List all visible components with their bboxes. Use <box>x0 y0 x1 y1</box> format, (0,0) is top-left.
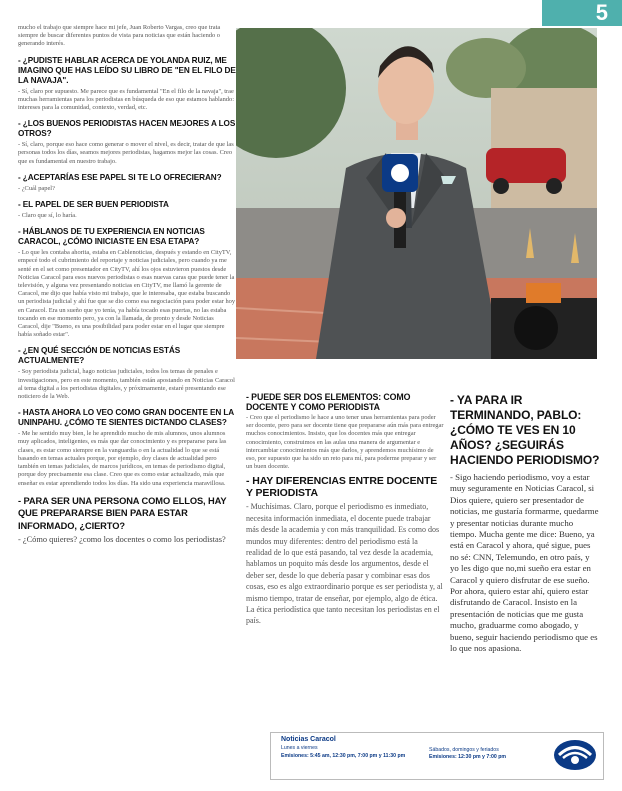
schedule-title: Noticias Caracol <box>281 736 336 743</box>
weekend-label <box>429 747 499 753</box>
answer: - ¿Cómo quieres? ¿como los docentes o como los periodistas? <box>18 535 226 545</box>
weekend-times: Emisiones: 12:30 pm y 7:00 pm <box>429 754 506 760</box>
paragraph: mucho el trabajo que siempre hace mi jefe, Juan Roberto Vargas, creo que trata siempre de buscar diferentes puntos de vista para noticias que están haciendo o generando interés. <box>18 24 221 48</box>
question-heading: - PUEDE SER DOS ELEMENTOS: COMO DOCENTE Y COMO PERIODISTA <box>246 392 411 412</box>
reporter-illustration <box>236 28 597 359</box>
question-heading: - ¿EN QUÉ SECCIÓN DE NOTICIAS ESTÁS ACTUALMENTE? <box>18 346 181 366</box>
answer: - Me he sentido muy bien, le he aprendido mucho de mis alumnos, unos alumnos muy aplicados, inteligentes, es más que dar conocimiento y es prepararse para las clases, es estar como siempre en la vanguardia o en la actualidad lo que se está basando en temas actuales porque, por ejemplo, doy clases de actualidad pero también en temas judiciales, de marcos jurídicos, en temas de periodismo digital, porque doy precisamente esa clase. Creo que es como estar actualizado, más que enseñar es estar aprendiendo todos los días. Ha sido una experiencia maravillosa. <box>18 430 227 487</box>
question-heading: - ¿PUDISTE HABLAR ACERCA DE YOLANDA RUIZ, ME IMAGINO QUE HAS LEÍDO SU LIBRO DE "EN EL FILO DE LA NAVAJA". <box>18 55 236 85</box>
caracol-logo-icon <box>553 738 597 772</box>
reporter-photo <box>236 28 597 359</box>
broadcast-schedule-box <box>270 732 604 780</box>
question-heading: - HÁBLANOS DE TU EXPERIENCIA EN NOTICIAS CARACOL, ¿CÓMO INICIASTE EN ESA ETAPA? <box>18 227 205 247</box>
middle-column <box>246 392 444 630</box>
question-heading: - HAY DIFERENCIAS ENTRE DOCENTE Y PERIODISTA <box>246 475 438 500</box>
weekend-label-text: Sábados, domingos y feriados <box>429 747 499 753</box>
weekday-label-text: Lunes a viernes <box>281 745 318 751</box>
question-heading: - EL PAPEL DE SER BUEN PERIODISTA <box>18 200 169 210</box>
page-number: 5 <box>542 0 622 26</box>
weekday-times: Emisiones: 5:45 am, 12:30 pm, 7:00 pm y 11:30 pm <box>281 753 406 759</box>
answer: - Creo que el periodismo le hace a uno tener unas herramientas para poder ser docente, pero para ser docente tiene que prepararse aún más para entregar muchos conocimientos. Insisto, que los docentes más que entregar conocimiento, construimos en las aulas una manera de argumentar e intercambiar conocimientos más que darlos, y aprendemos muchísimo de eso, por supuesto que ha sido un reto para mí, para poderme preparar y ser un buen docente. <box>246 414 444 471</box>
question-heading: - ¿ACEPTARÍAS ESE PAPEL SI TE LO OFRECIERAN? <box>18 172 222 182</box>
left-column <box>18 24 236 550</box>
question-heading: - YA PARA IR TERMINANDO, PABLO: ¿CÓMO TE VES EN 10 AÑOS? ¿SEGUIRÁS HACIENDO PERIODISMO? <box>450 393 600 467</box>
question-heading: - PARA SER UNA PERSONA COMO ELLOS, HAY QUE PREPARARSE BIEN PARA ESTAR INFORMADO, ¿CIERTO? <box>18 495 227 531</box>
question-heading: - ¿LOS BUENOS PERIODISTAS HACEN MEJORES A LOS OTROS? <box>18 119 236 139</box>
answer: - Sí, claro por supuesto. Me parece que es fundamental "En el filo de la navaja", trae muchas herramientas para los periodistas en búsqueda de eso que estamos hablando: intereses para la comunidad, contexto, verdad, etc. <box>18 87 234 112</box>
answer: - Sí, claro, porque eso hace como generar o mover el nivel, es decir, tratar de que las personas todos los días, seamos mejores periodistas, hagamos mejor las cosas. Creo que es fundamental en nuestro trabajo. <box>18 141 234 165</box>
weekday-label <box>281 745 318 751</box>
right-column <box>450 393 600 658</box>
question-heading: - HASTA AHORA LO VEO COMO GRAN DOCENTE EN LA UNINPAHU. ¿CÓMO TE SIENTES DICTANDO CLASES? <box>18 408 234 428</box>
answer: - Soy periodista judicial, hago noticias judiciales, todos los temas de penales e investigaciones, pero en este momento, también están apostando en Noticias Caracol al tema digital a los periodistas digitales, y próximamente, estaré presentando ese noticiero de la Web. <box>18 368 235 401</box>
answer: - Claro que sí, lo haría. <box>18 212 77 220</box>
answer: - Lo que les contaba ahorita, estaba en Cablenoticias, después y estando en CityTV, empecé todo el cubrimiento del reportaje y noticias judiciales, pero cuando ya me senté en el set como presentador en CityTV, ahí los ojos estuvieron puestos desde Noticias Caracol para esos nuevos periodistas o esas nuevas caras que puede tener la televisión, y alguna vez presentando noticias en CityTV, me llamó la gerente de Caracol, me dijo que había visto mi trabajo, que le interesaba, que estaba buscando un periodista judicial y ahí fue que se dio como esa negociación para poder estar hoy en Caracol. Era un sueño que yo tenía, ya había tocado esas puertas, no las estaba tocando en ese momento pero, ya con la llamada, de pronto y desde Noticias Caracol, dije "Bueno, es una posibilidad para poder estar en el lugar que siempre había soñado estar". <box>18 249 236 339</box>
answer: - Sigo haciendo periodismo, voy a estar muy seguramente en Noticias Caracol, si Dios quiere, quiero ser presentador de noticias, me gustaría formarme, quedarme y presentar noticias durante mucho tiempo. Mucha gente me dice: Bueno, ya está en Caracol y ahora, qué sigue, pues no sé: CNN, Telemundo, en otro país, y yo les digo que no,mi sueño era estar en Caracol y quiero disfrutar de ese sueño. Por ahora, quiero estar ahí, quiero estar disfrutando de Caracol. Insisto en la presentación de noticias que me gusta mucho, graduarme como abogado, y bueno, seguir haciendo periodismo que es lo que nos apasiona. <box>450 472 599 654</box>
answer: - Muchísimas. Claro, porque el periodismo es inmediato, necesita información inmediata, el docente puede trabajar más desde la academia y con más tranquilidad. Es como dos mundos muy diferentes: dentro del periodismo está la realidad de lo que está pasando, tal vez desde la academia, hablamos un poquito más desde los argumentos, desde el deber ser, desde lo que debería pasar y combinar esas dos cosas, eso es algo extraordinario porque es ser periodista y, al mismo tiempo, tratar de enseñar, por ejemplo, algo de ética. La ética periodística que tanto necesitan los periodistas en el país. <box>246 502 443 626</box>
answer: - ¿Cuál papel? <box>18 184 55 192</box>
